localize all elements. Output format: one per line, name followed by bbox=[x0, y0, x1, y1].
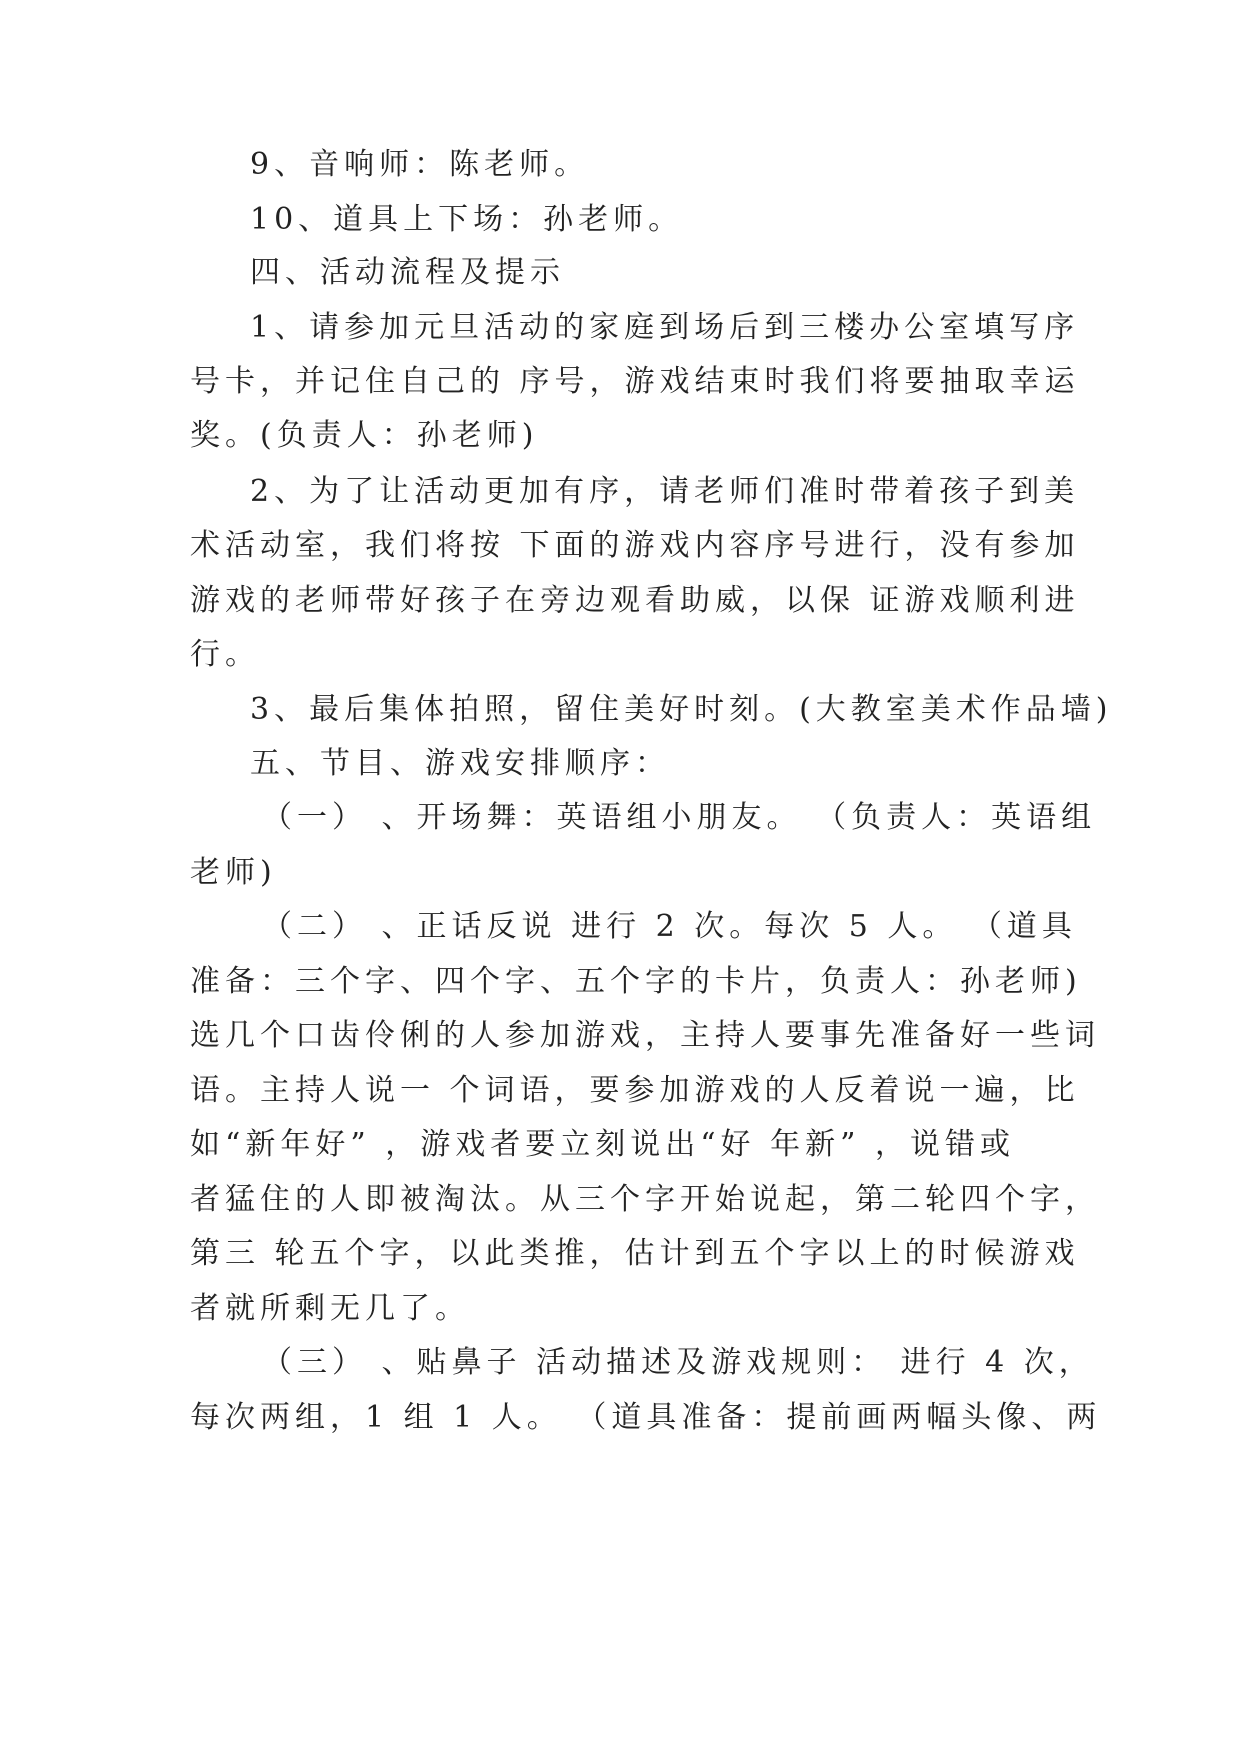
paragraph-1-line-3: 奖。(负责人：孙老师) bbox=[190, 418, 539, 453]
item-2-line-7: 第三 轮五个字，以此类推，估计到五个字以上的时候游戏 bbox=[190, 1236, 1080, 1271]
paragraph-2-line-3: 游戏的老师带好孩子在旁边观看助威，以保 证游戏顺利进 bbox=[190, 583, 1080, 618]
heading-activity-flow: 四、活动流程及提示 bbox=[250, 255, 565, 290]
paragraph-1-line-1: 1、请参加元旦活动的家庭到场后到三楼办公室填写序 bbox=[250, 310, 1080, 345]
paragraph-2-line-4: 行。 bbox=[190, 637, 260, 672]
item-2-line-8: 者就所剩无几了。 bbox=[190, 1291, 470, 1326]
paragraph-3: 3、最后集体拍照，留住美好时刻。(大教室美术作品墙) bbox=[250, 692, 1113, 727]
item-3-line-2: 每次两组，1 组 1 人。 （道具准备：提前画两幅头像、两 bbox=[190, 1400, 1102, 1435]
item-2-line-5: 如“新年好” ，游戏者要立刻说出“好 年新” ，说错或 bbox=[190, 1127, 1015, 1162]
item-2-line-1: （二） 、正话反说 进行 2 次。每次 5 人。 （道具 bbox=[262, 909, 1077, 944]
item-1-line-1: （一） 、开场舞：英语组小朋友。 （负责人：英语组 bbox=[262, 800, 1097, 835]
item-1-line-2: 老师) bbox=[190, 855, 277, 890]
heading-program-order: 五、节目、游戏安排顺序： bbox=[250, 746, 670, 781]
item-2-line-3: 选几个口齿伶俐的人参加游戏，主持人要事先准备好一些词 bbox=[190, 1018, 1100, 1053]
paragraph-2-line-2: 术活动室，我们将按 下面的游戏内容序号进行，没有参加 bbox=[190, 528, 1080, 563]
item-3-line-1: （三） 、贴鼻子 活动描述及游戏规则： 进行 4 次， bbox=[262, 1345, 1094, 1380]
item-2-line-2: 准备：三个字、四个字、五个字的卡片，负责人：孙老师) bbox=[190, 964, 1082, 999]
paragraph-2-line-1: 2、为了让活动更加有序，请老师们准时带着孩子到美 bbox=[250, 474, 1080, 509]
line-9-sound-engineer: 9、音响师：陈老师。 bbox=[250, 147, 590, 182]
line-10-props: 10、道具上下场：孙老师。 bbox=[250, 202, 684, 237]
item-2-line-4: 语。主持人说一 个词语，要参加游戏的人反着说一遍，比 bbox=[190, 1073, 1080, 1108]
paragraph-1-line-2: 号卡，并记住自己的 序号，游戏结束时我们将要抽取幸运 bbox=[190, 364, 1080, 399]
item-2-line-6: 者猛住的人即被淘汰。从三个字开始说起，第二轮四个字， bbox=[190, 1182, 1100, 1217]
